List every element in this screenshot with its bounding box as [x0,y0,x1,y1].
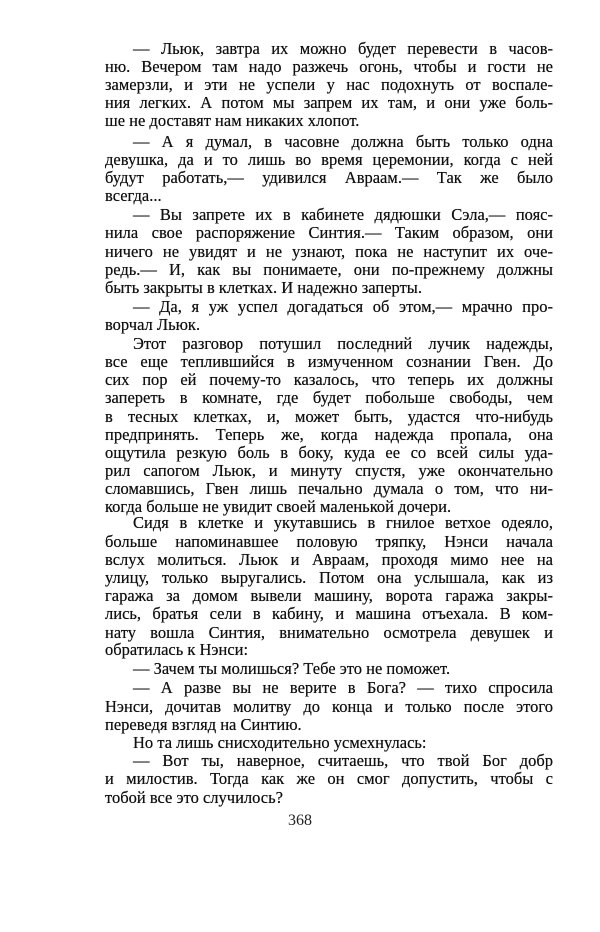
text-line: когда больше не увидит своей маленькой дочери. [105,497,452,516]
text-line: Нэнси, дочитав молитву до конца и только после этого [105,697,553,716]
text-line: рил сапогом Льюк, и минуту спустя, уже окончательно [105,461,553,480]
text-line: вслух молиться. Льюк и Авраам, проходя мимо нее на [105,550,553,569]
text-line: — Вы запрете их в кабинете дядюшки Сэла,— пояс- [133,205,553,224]
page-number: 368 [288,812,312,829]
text-line: ощутила резкую боль в боку, куда ее со всей силы уда- [105,443,553,462]
text-line: девушка, да и то лишь во время церемонии, когда с ней [105,150,553,169]
text-line: все еще теплившийся в измученном сознании Гвен. До [105,352,553,371]
text-line: в тесных клетках, и, может быть, удастся что-нибудь [105,407,553,426]
text-line: нату вошла Синтия, внимательно осмотрела девушек и [105,623,553,642]
text-line: ворчал Льюк. [105,315,201,334]
text-line: ше не доставят нам никаких хлопот. [105,111,360,130]
text-line: — А я думал, в часовне должна быть только одна [133,132,553,151]
text-line: замерзли, и эти не успели у нас подохнуть от воспале- [105,75,553,94]
text-line: сих пор ей почему-то казалось, что теперь их должны [105,370,553,389]
text-line: нила свое распоряжение Синтия.— Таким образом, они [105,223,553,242]
text-line: ния легких. А потом мы запрем их там, и они уже боль- [105,93,553,112]
text-line: — А разве вы не верите в Бога? — тихо спросила [133,678,553,697]
text-line: обратилась к Нэнси: [105,640,249,659]
text-line: — Вот ты, наверное, считаешь, что твой Бог добр [133,751,553,770]
text-line: быть закрыты в клетках. И надежно заперты. [105,278,422,297]
text-line: всегда... [105,186,162,205]
text-line: улицу, только выругались. Потом она услышала, как из [105,568,553,587]
text-line: запереть в комнате, где будет побольше свободы, чем [105,388,553,407]
text-line: ню. Вечером там надо разжечь огонь, чтобы и гости не [105,57,553,76]
text-line: сломавшись, Гвен лишь печально думала о том, что ни- [105,479,553,498]
text-line: и милостив. Тогда как же он смог допустить, чтобы с [105,769,553,788]
text-line: тобой все это случилось? [105,788,283,807]
text-line: больше напоминавшее половую тряпку, Нэнси начала [105,532,553,551]
text-line: редь.— И, как вы понимаете, они по-прежнему должны [105,260,553,279]
text-line: будут работать,— удивился Авраам.— Так же было [105,168,553,187]
text-line: Этот разговор потушил последний лучик надежды, [133,334,553,353]
text-line: Сидя в клетке и укутавшись в гнилое ветхое одеяло, [133,513,553,532]
text-line: — Льюк, завтра их можно будет перевести в часов- [133,39,553,58]
text-line: — Зачем ты молишься? Тебе это не поможет. [133,659,451,678]
text-line: гаража за домом вывели машину, ворота гаража закры- [105,586,553,605]
text-line: переведя взгляд на Синтию. [105,715,302,734]
text-line: ничего не увидят и не узнают, пока не наступит их оче- [105,242,553,261]
text-line: — Да, я уж успел догадаться об этом,— мрачно про- [133,297,553,316]
text-line: предпринять. Теперь же, когда надежда пропала, она [105,425,553,444]
text-line: лись, братья сели в кабину, и машина отъехала. В ком- [105,604,553,623]
text-line: Но та лишь снисходительно усмехнулась: [133,733,427,752]
